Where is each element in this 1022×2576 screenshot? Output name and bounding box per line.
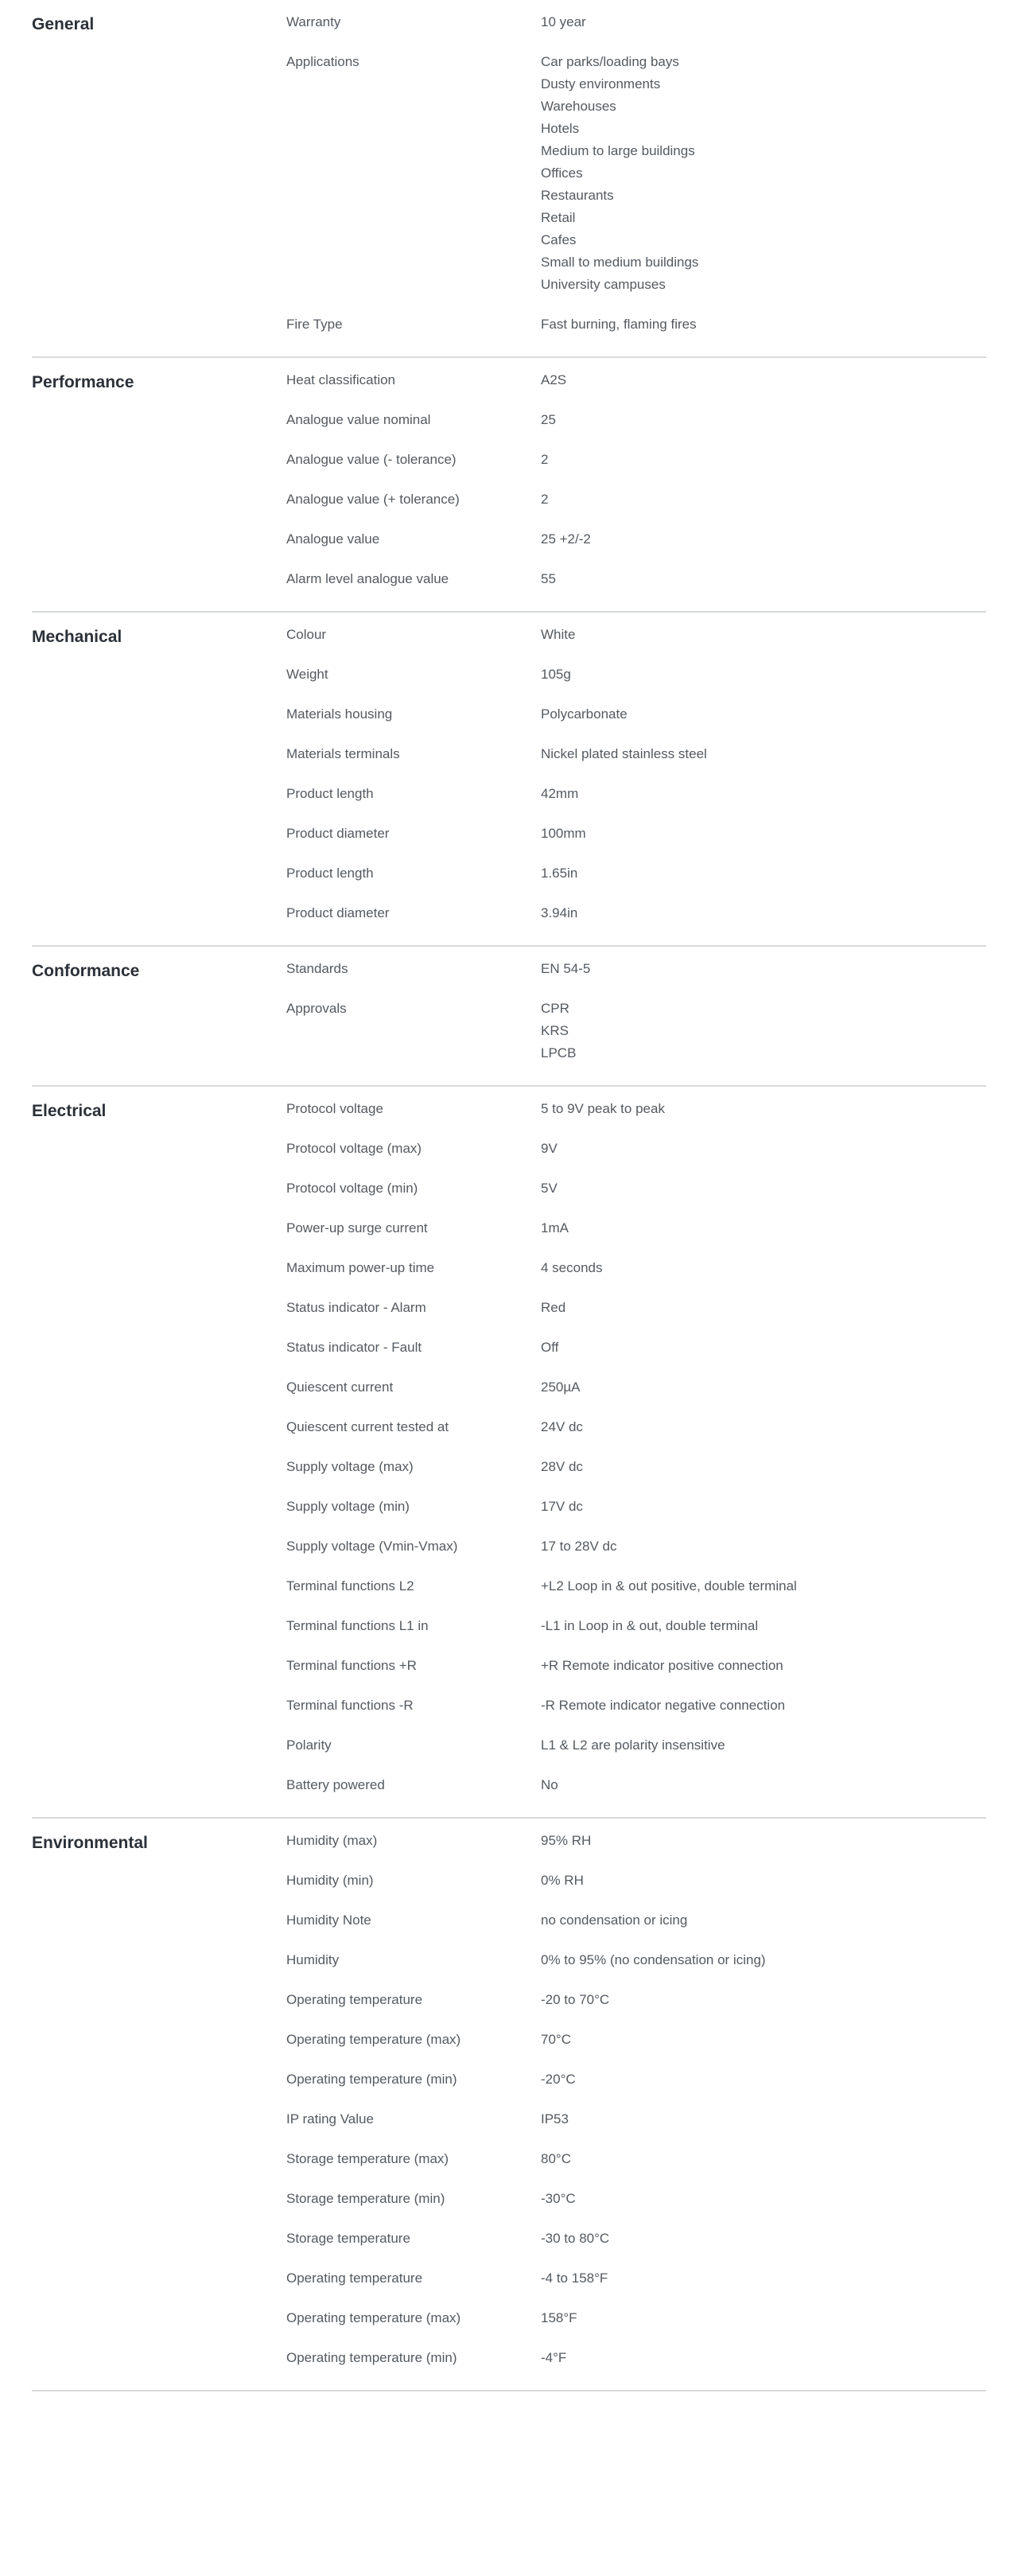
spec-value: -L1 in Loop in & out, double terminal xyxy=(541,1618,759,1633)
spec-label: Materials terminals xyxy=(286,746,400,761)
spec-values xyxy=(541,1496,986,1518)
spec-label: Operating temperature (min) xyxy=(286,2350,457,2365)
spec-values xyxy=(541,528,986,551)
spec-label: Quiescent current tested at xyxy=(286,1419,449,1434)
spec-values xyxy=(541,409,986,431)
spec-values xyxy=(541,1297,986,1319)
spec-values xyxy=(541,1774,986,1796)
spec-label: Power-up surge current xyxy=(286,1220,428,1235)
spec-row xyxy=(286,1177,986,1200)
spec-value: 55 xyxy=(541,571,556,586)
spec-value: -20 to 70°C xyxy=(541,1992,610,2007)
spec-row xyxy=(286,568,986,590)
spec-label: Humidity (min) xyxy=(286,1873,374,1888)
spec-value: -30°C xyxy=(541,2191,576,2206)
spec-value: Cafes xyxy=(541,232,577,247)
spec-row xyxy=(286,51,986,296)
spec-value: 25 xyxy=(541,412,556,427)
spec-row xyxy=(286,663,986,686)
spec-values xyxy=(541,1177,986,1200)
spec-values xyxy=(541,902,986,924)
spec-values xyxy=(541,1456,986,1478)
spec-values xyxy=(541,51,986,296)
spec-value: 105g xyxy=(541,667,571,682)
spec-row xyxy=(286,313,986,336)
spec-row xyxy=(286,1655,986,1677)
spec-values xyxy=(541,313,986,336)
spec-value: No xyxy=(541,1777,558,1792)
spec-value: Red xyxy=(541,1300,566,1315)
spec-row xyxy=(286,2228,986,2250)
spec-row xyxy=(286,1734,986,1757)
spec-section-environmental xyxy=(32,1819,986,2391)
spec-values xyxy=(541,1337,986,1359)
spec-label: Heat classification xyxy=(286,372,396,387)
spec-row xyxy=(286,998,986,1064)
spec-row xyxy=(286,1297,986,1319)
spec-row xyxy=(286,11,986,33)
spec-values xyxy=(541,1870,986,1892)
spec-section-mechanical xyxy=(32,613,986,947)
spec-value: Car parks/loading bays xyxy=(541,54,679,69)
spec-row xyxy=(286,1615,986,1637)
spec-value: 2 xyxy=(541,452,549,467)
spec-value: Off xyxy=(541,1340,559,1355)
spec-value: 17 to 28V dc xyxy=(541,1539,617,1554)
spec-value: 95% RH xyxy=(541,1833,592,1848)
spec-row xyxy=(286,2108,986,2130)
spec-value: Fast burning, flaming fires xyxy=(541,317,697,332)
spec-row xyxy=(286,449,986,471)
spec-section-conformance xyxy=(32,947,986,1087)
spec-label: Product length xyxy=(286,866,374,881)
spec-values xyxy=(541,2267,986,2290)
spec-label: Operating temperature (max) xyxy=(286,2032,461,2047)
spec-label: Operating temperature (min) xyxy=(286,2072,457,2087)
spec-value: Nickel plated stainless steel xyxy=(541,746,707,761)
spec-value: 5V xyxy=(541,1181,558,1196)
spec-row xyxy=(286,743,986,765)
spec-value: 25 +2/-2 xyxy=(541,531,591,547)
spec-value: 1.65in xyxy=(541,866,578,881)
section-title: Mechanical xyxy=(32,628,122,646)
spec-value: EN 54-5 xyxy=(541,961,591,976)
spec-label: Materials housing xyxy=(286,706,393,722)
spec-value: -4°F xyxy=(541,2350,567,2365)
spec-row xyxy=(286,369,986,391)
spec-values xyxy=(541,2148,986,2170)
spec-values xyxy=(541,1535,986,1558)
spec-values xyxy=(541,1217,986,1239)
spec-label: Supply voltage (Vmin-Vmax) xyxy=(286,1539,458,1554)
spec-values xyxy=(541,998,986,1064)
spec-label: Quiescent current xyxy=(286,1379,394,1395)
spec-row xyxy=(286,1909,986,1932)
spec-value: Medium to large buildings xyxy=(541,143,695,158)
spec-label: Analogue value nominal xyxy=(286,412,431,427)
spec-section-electrical xyxy=(32,1087,986,1819)
spec-section-performance xyxy=(32,358,986,613)
section-title: Electrical xyxy=(32,1102,107,1120)
spec-rows xyxy=(286,1098,986,1796)
spec-values xyxy=(541,2108,986,2130)
spec-row xyxy=(286,1217,986,1239)
spec-row xyxy=(286,1098,986,1120)
spec-label: Supply voltage (min) xyxy=(286,1499,410,1514)
spec-values xyxy=(541,1909,986,1932)
spec-label: IP rating Value xyxy=(286,2111,374,2127)
spec-label: Protocol voltage (max) xyxy=(286,1141,422,1156)
spec-values xyxy=(541,11,986,33)
spec-values xyxy=(541,624,986,646)
spec-rows xyxy=(286,369,986,590)
spec-value: University campuses xyxy=(541,277,666,292)
spec-row xyxy=(286,2188,986,2210)
section-title: Performance xyxy=(32,373,134,391)
spec-values xyxy=(541,568,986,590)
spec-row xyxy=(286,409,986,431)
specifications-list xyxy=(32,0,986,2391)
spec-label: Colour xyxy=(286,627,327,642)
spec-rows xyxy=(286,958,986,1064)
spec-row xyxy=(286,1337,986,1359)
spec-value: -4 to 158°F xyxy=(541,2271,608,2286)
spec-row xyxy=(286,958,986,980)
spec-value: Polycarbonate xyxy=(541,706,628,722)
spec-value: -30 to 80°C xyxy=(541,2231,610,2246)
spec-value: L1 & L2 are polarity insensitive xyxy=(541,1737,725,1753)
spec-value: KRS xyxy=(541,1023,569,1038)
spec-value: 3.94in xyxy=(541,905,578,920)
spec-label: Terminal functions -R xyxy=(286,1698,414,1713)
spec-row xyxy=(286,2068,986,2091)
spec-rows xyxy=(286,11,986,336)
spec-label: Storage temperature (max) xyxy=(286,2151,449,2166)
spec-row xyxy=(286,1695,986,1717)
spec-label: Weight xyxy=(286,667,328,682)
spec-values xyxy=(541,958,986,980)
spec-values xyxy=(541,783,986,805)
spec-values xyxy=(541,823,986,845)
spec-values xyxy=(541,1257,986,1279)
spec-row xyxy=(286,783,986,805)
spec-row xyxy=(286,1830,986,1852)
spec-label: Status indicator - Fault xyxy=(286,1340,422,1355)
spec-values xyxy=(541,2307,986,2329)
spec-label: Storage temperature xyxy=(286,2231,410,2246)
spec-row xyxy=(286,1870,986,1892)
spec-value: CPR xyxy=(541,1001,569,1016)
spec-value: +L2 Loop in & out positive, double terminal xyxy=(541,1578,797,1593)
spec-values xyxy=(541,1138,986,1160)
spec-values xyxy=(541,1989,986,2011)
spec-row xyxy=(286,1496,986,1518)
spec-label: Storage temperature (min) xyxy=(286,2191,445,2206)
spec-value: 100mm xyxy=(541,826,586,841)
spec-value: Small to medium buildings xyxy=(541,255,699,270)
spec-rows xyxy=(286,624,986,924)
spec-label: Battery powered xyxy=(286,1777,385,1792)
spec-row xyxy=(286,2267,986,2290)
spec-values xyxy=(541,1949,986,1971)
spec-values xyxy=(541,663,986,686)
spec-label: Product diameter xyxy=(286,826,390,841)
spec-values xyxy=(541,1575,986,1597)
spec-values xyxy=(541,1830,986,1852)
spec-row xyxy=(286,1989,986,2011)
spec-row xyxy=(286,1575,986,1597)
spec-value: 1mA xyxy=(541,1220,569,1235)
spec-value: White xyxy=(541,627,576,642)
spec-label: Operating temperature xyxy=(286,1992,423,2007)
spec-label: Humidity (max) xyxy=(286,1833,378,1848)
spec-value: Hotels xyxy=(541,121,580,136)
spec-label: Analogue value xyxy=(286,531,380,547)
spec-label: Protocol voltage (min) xyxy=(286,1181,418,1196)
spec-label: Terminal functions +R xyxy=(286,1658,417,1673)
spec-row xyxy=(286,1949,986,1971)
spec-value: 9V xyxy=(541,1141,558,1156)
spec-label: Applications xyxy=(286,54,359,69)
spec-values xyxy=(541,862,986,885)
spec-values xyxy=(541,1416,986,1438)
spec-values xyxy=(541,2347,986,2369)
spec-values xyxy=(541,1376,986,1399)
spec-values xyxy=(541,1734,986,1757)
spec-label: Humidity xyxy=(286,1952,340,1967)
spec-label: Product diameter xyxy=(286,905,390,920)
spec-row xyxy=(286,862,986,885)
spec-values xyxy=(541,2188,986,2210)
spec-label: Alarm level analogue value xyxy=(286,571,449,586)
spec-label: Supply voltage (max) xyxy=(286,1459,414,1474)
spec-value: Dusty environments xyxy=(541,76,661,91)
spec-label: Product length xyxy=(286,786,374,801)
spec-rows xyxy=(286,1830,986,2369)
spec-value: -20°C xyxy=(541,2072,576,2087)
spec-label: Fire Type xyxy=(286,317,343,332)
spec-value: 5 to 9V peak to peak xyxy=(541,1101,665,1116)
spec-label: Approvals xyxy=(286,1001,347,1016)
spec-row xyxy=(286,2347,986,2369)
spec-label: Analogue value (- tolerance) xyxy=(286,452,457,467)
spec-value: 250µA xyxy=(541,1379,581,1395)
spec-row xyxy=(286,2148,986,2170)
spec-row xyxy=(286,902,986,924)
spec-label: Operating temperature (max) xyxy=(286,2310,461,2325)
spec-value: 42mm xyxy=(541,786,579,801)
section-title: Environmental xyxy=(32,1834,148,1852)
spec-values xyxy=(541,449,986,471)
spec-value: 0% RH xyxy=(541,1873,584,1888)
spec-row xyxy=(286,1257,986,1279)
spec-values xyxy=(541,2029,986,2051)
spec-label: Analogue value (+ tolerance) xyxy=(286,492,460,507)
spec-value: -R Remote indicator negative connection xyxy=(541,1698,786,1713)
spec-value: 70°C xyxy=(541,2032,571,2047)
spec-values xyxy=(541,369,986,391)
spec-value: 17V dc xyxy=(541,1499,583,1514)
spec-row xyxy=(286,1456,986,1478)
spec-row xyxy=(286,823,986,845)
spec-values xyxy=(541,743,986,765)
spec-value: A2S xyxy=(541,372,567,387)
spec-label: Status indicator - Alarm xyxy=(286,1300,426,1315)
spec-value: 4 seconds xyxy=(541,1260,603,1275)
spec-section-general xyxy=(32,0,986,358)
spec-label: Maximum power-up time xyxy=(286,1260,435,1275)
spec-value: +R Remote indicator positive connection xyxy=(541,1658,783,1673)
spec-value: 10 year xyxy=(541,14,586,29)
spec-row xyxy=(286,703,986,726)
spec-values xyxy=(541,2228,986,2250)
spec-values xyxy=(541,2068,986,2091)
spec-row xyxy=(286,1376,986,1399)
spec-value: Restaurants xyxy=(541,188,614,203)
spec-values xyxy=(541,488,986,511)
spec-value: no condensation or icing xyxy=(541,1913,688,1928)
spec-value: LPCB xyxy=(541,1045,577,1060)
spec-value: Offices xyxy=(541,165,583,181)
spec-label: Terminal functions L2 xyxy=(286,1578,414,1593)
spec-row xyxy=(286,528,986,551)
section-title: Conformance xyxy=(32,962,140,980)
spec-value: 2 xyxy=(541,492,549,507)
spec-row xyxy=(286,1535,986,1558)
spec-value: 158°F xyxy=(541,2310,577,2325)
spec-label: Polarity xyxy=(286,1737,332,1753)
spec-value: 24V dc xyxy=(541,1419,583,1434)
spec-value: Warehouses xyxy=(541,99,616,114)
spec-label: Humidity Note xyxy=(286,1913,371,1928)
spec-row xyxy=(286,2307,986,2329)
spec-row xyxy=(286,488,986,511)
spec-label: Operating temperature xyxy=(286,2271,423,2286)
spec-value: 0% to 95% (no condensation or icing) xyxy=(541,1952,766,1967)
spec-row xyxy=(286,624,986,646)
spec-row xyxy=(286,2029,986,2051)
spec-row xyxy=(286,1774,986,1796)
spec-value: 80°C xyxy=(541,2151,571,2166)
section-title: General xyxy=(32,15,95,33)
spec-label: Standards xyxy=(286,961,348,976)
spec-values xyxy=(541,1655,986,1677)
spec-label: Protocol voltage xyxy=(286,1101,383,1116)
spec-values xyxy=(541,703,986,726)
spec-row xyxy=(286,1138,986,1160)
spec-values xyxy=(541,1695,986,1717)
spec-row xyxy=(286,1416,986,1438)
spec-values xyxy=(541,1098,986,1120)
spec-value: IP53 xyxy=(541,2111,569,2127)
spec-label: Terminal functions L1 in xyxy=(286,1618,429,1633)
spec-label: Warranty xyxy=(286,14,341,29)
spec-value: Retail xyxy=(541,210,576,225)
spec-values xyxy=(541,1615,986,1637)
spec-value: 28V dc xyxy=(541,1459,583,1474)
